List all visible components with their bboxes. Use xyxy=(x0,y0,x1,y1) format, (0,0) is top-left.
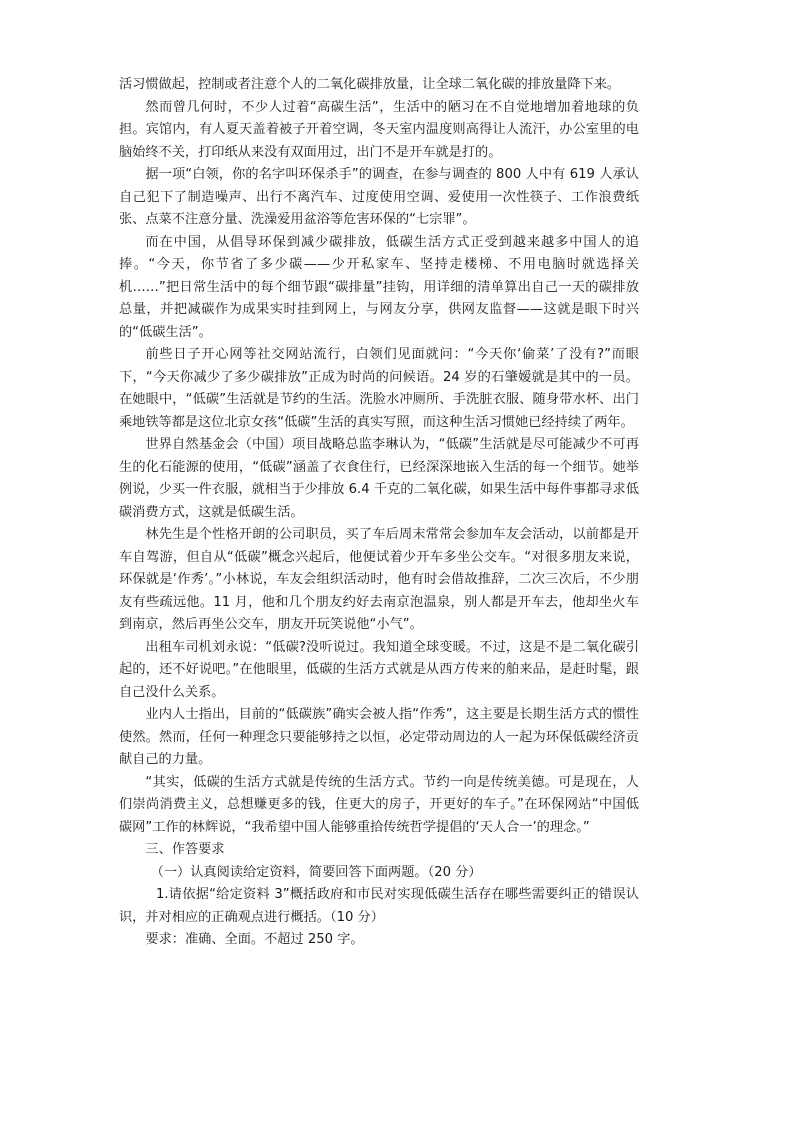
paragraph: 然而曾几何时，不少人过着“高碳生活”，生活中的陋习在不自觉地增加着地球的负担。宾馆内，有人夏天盖着被子开着空调，冬天室内温度则高得让人流汗，办公室里的电脑始终不关，打印纸从来没有双面用过，出门不是开车就是打的。 xyxy=(119,99,639,160)
paragraph: 林先生是个性格开朗的公司职员，买了车后周末常常会参加车友会活动，以前都是开车自驾游，但自从“低碳”概念兴起后，他便试着少开车多坐公交车。“对很多朋友来说，环保就是‘作秀’。”小林说，车友会组织活动时，他有时会借故推辞，二次三次后，不少朋友有些疏远他。11 月，他和几个朋友约好去南京泡温泉，别人都是开车去，他却坐火车到南京，然后再坐公交车，朋友开玩笑说他“小气”。 xyxy=(119,527,639,632)
paragraph: “其实，低碳的生活方式就是传统的生活方式。节约一向是传统美德。可是现在，人们崇尚消费主义，总想赚更多的钱，住更大的房子，开更好的车子。”在环保网站“中国低碳网”工作的林辉说，“我希望中国人能够重拾传统哲学提倡的‘天人合一’的理念。” xyxy=(119,774,639,835)
requirement-text: 要求：准确、全面。不超过 250 字。 xyxy=(145,932,364,947)
sub-heading: （一）认真阅读给定资料，简要回答下面两题。（20 分） xyxy=(150,864,482,880)
paragraph: 业内人士指出，目前的“低碳族”确实会被人指“作秀”，这主要是长期生活方式的惯性使然。然而，任何一种理念只要能够持之以恒，必定带动周边的人一起为环保低碳经济贡献自己的力量。 xyxy=(119,707,639,767)
paragraph: 而在中国，从倡导环保到减少碳排放，低碳生活方式正受到越来越多中国人的追捧。“今天，你节省了多少碳——少开私家车、坚持走楼梯、不用电脑时就选择关机……”把日常生活中的每个细节跟“碳排量”挂钩，用详细的清单算出自己一天的碳排放总量，并把减碳作为成果实时挂到网上，与网友分享，供网友监督——这就是眼下时兴的“低碳生活”。 xyxy=(119,234,639,340)
paragraph: 据一项“白领，你的名字叫环保杀手”的调查，在参与调查的 800 人中有 619 人承认自己犯下了制造噪声、出行不离汽车、过度使用空调、爱使用一次性筷子、工作浪费纸张、点菜不注意分量、洗澡爱用盆浴等危害环保的“七宗罪”。 xyxy=(119,167,639,227)
paragraph: 活习惯做起，控制或者注意个人的二氧化碳排放量，让全球二氧化碳的排放量降下来。 xyxy=(119,77,621,92)
question-1: 1.请依据“给定资料 3”概括政府和市民对实现低碳生活存在哪些需要纠正的错误认识，并对相应的正确观点进行概括。（10 分） xyxy=(119,887,639,925)
document-page xyxy=(119,74,639,952)
section-heading: 三、作答要求 xyxy=(145,842,225,857)
paragraph: 出租车司机刘永说：“低碳?没听说过。我知道全球变暖。不过，这是不是二氧化碳引起的，还不好说吧。”在他眼里，低碳的生活方式就是从西方传来的舶来品，是赶时髦，跟自己没什么关系。 xyxy=(119,639,639,700)
paragraph: 前些日子开心网等社交网站流行，白领们见面就问：“今天你‘偷菜’了没有?”而眼下，“今天你减少了多少碳排放”正成为时尚的问候语。24 岁的石肇嫒就是其中的一员。在她眼中，“低碳”生活就是节约的生活。洗脸水冲厕所、手洗脏衣服、随身带水杯、出门乘地铁等都是这位北京女孩“低碳”生活的真实写照，而这种生活习惯她已经持续了两年。 xyxy=(119,347,639,430)
paragraph: 世界自然基金会（中国）项目战略总监李琳认为，“低碳”生活就是尽可能减少不可再生的化石能源的使用，“低碳”涵盖了衣食住行，已经深深地嵌入生活的每一个细节。她举例说，少买一件衣服，就相当于少排放 6.4 千克的二氧化碳，如果生活中每件事都寻求低碳消费方式，这就是低碳生活。 xyxy=(119,437,639,520)
